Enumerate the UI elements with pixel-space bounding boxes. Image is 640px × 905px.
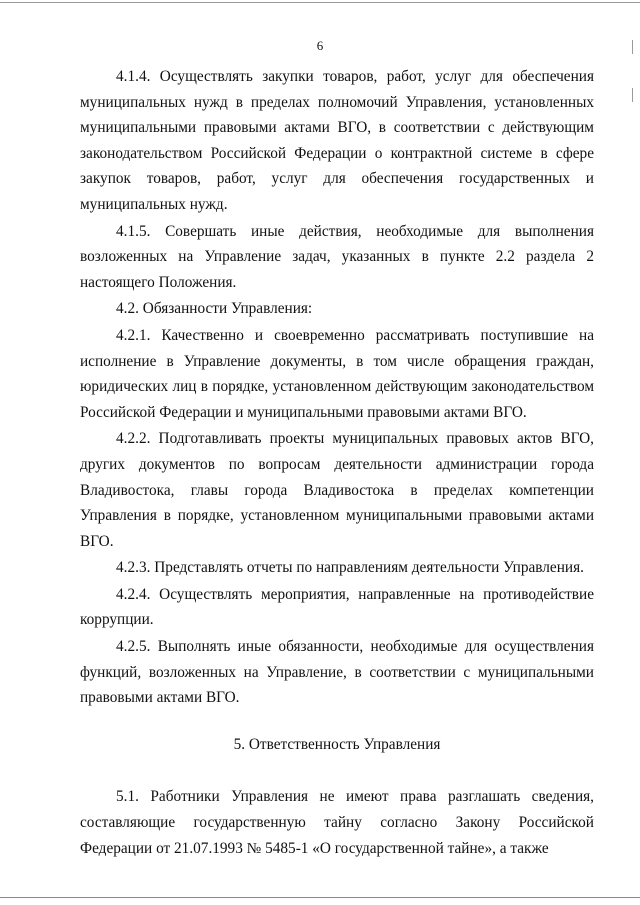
- paragraph-4-2-1: 4.2.1. Качественно и своевременно рассматривать поступившие на исполнение в Управление документы, в том числе обращения граждан, юридических лиц в порядке, установленном действующим законодательством Российской Федерации и муниципальными правовыми актами ВГО.: [80, 326, 594, 421]
- paragraph-5-1: 5.1. Работники Управления не имеют права разглашать сведения, составляющие государственную тайну согласно Закону Российской Федерации от 21.07.1993 № 5485-1 «О государственной тайне», а также: [80, 788, 594, 857]
- paragraph-4-2-5: 4.2.5. Выполнять иные обязанности, необходимые для осуществления функций, возложенных на Управление, в соответствии с муниципальными правовыми актами ВГО.: [80, 638, 594, 707]
- section-heading-5: 5. Ответственность Управления: [233, 735, 441, 753]
- scan-bottom-edge: [0, 897, 640, 898]
- paragraph-4-2-2: 4.2.2. Подготавливать проекты муниципальных правовых актов ВГО, других документов по вопросам деятельности администрации города Владивостока, главы города Владивостока в пределах компетенции Управления в порядке, установленном муниципальными правовыми актами ВГО.: [80, 430, 594, 550]
- paragraph-4-2-3: 4.2.3. Представлять отчеты по направлениям деятельности Управления.: [116, 559, 584, 577]
- paragraph-4-1-5: 4.1.5. Совершать иные действия, необходимые для выполнения возложенных на Управление задач, указанных в пункте 2.2 раздела 2 настоящего Положения.: [80, 222, 594, 291]
- scan-margin-mark: [632, 88, 633, 102]
- scan-top-edge: [0, 2, 640, 3]
- page-number: 6: [316, 38, 324, 53]
- document-body: [80, 64, 594, 861]
- paragraph-4-2-4: 4.2.4. Осуществлять мероприятия, направленные на противодействие коррупции.: [80, 585, 594, 629]
- paragraph-4-2: 4.2. Обязанности Управления:: [116, 300, 313, 318]
- paragraph-4-1-4: 4.1.4. Осуществлять закупки товаров, работ, услуг для обеспечения муниципальных нужд в пределах полномочий Управления, установленных муниципальными правовыми актами ВГО, в соответствии с действующим законодательством Российской Федерации о контрактной системе в сфере закупок товаров, работ, услуг для обеспечения государственных и муниципальных нужд.: [80, 68, 594, 213]
